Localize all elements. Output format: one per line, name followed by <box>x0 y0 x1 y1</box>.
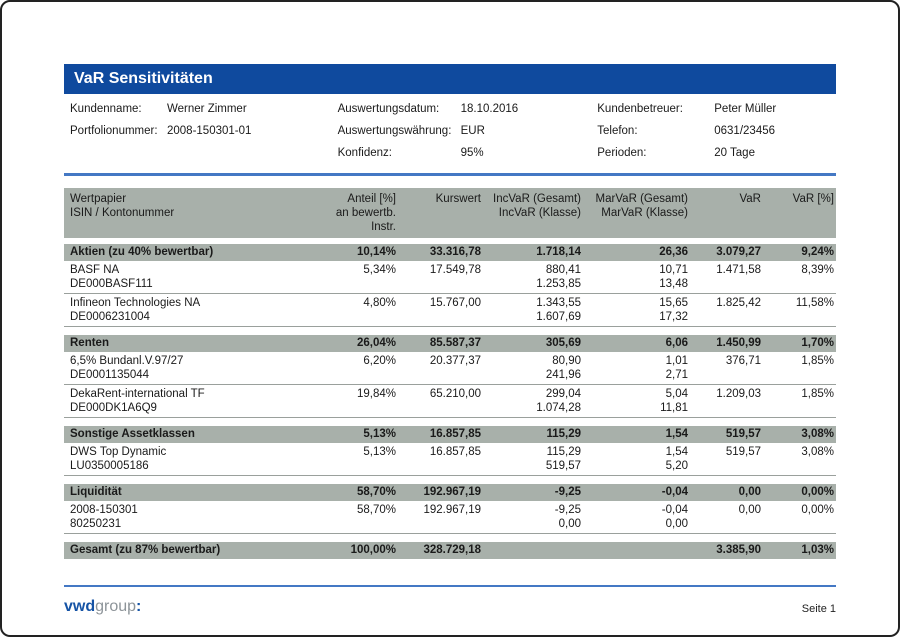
share-cell: 19,84% <box>356 388 396 400</box>
section-header-row <box>64 335 836 352</box>
incvar-cell: 880,41 1.253,85 <box>536 264 581 290</box>
column-header-incvar: IncVaR (Gesamt) IncVaR (Klasse) <box>493 193 581 219</box>
page-title: VaR Sensitivitäten <box>74 70 213 87</box>
var-pct-cell: 1,85% <box>801 388 834 400</box>
info-value: 20 Tage <box>714 147 755 159</box>
incvar-cell: 115,29 519,57 <box>545 446 581 472</box>
info-value: EUR <box>460 125 485 137</box>
section-share: 10,14% <box>356 246 396 258</box>
info-value: 2008-150301-01 <box>167 125 252 137</box>
marvar-cell: 5,04 11,81 <box>660 388 688 414</box>
info-label: Konfidenz: <box>337 147 392 159</box>
section-var: 519,57 <box>725 428 761 440</box>
security-name: Infineon Technologies NA <box>70 297 201 309</box>
var-cell: 519,57 <box>725 446 761 458</box>
var-pct-cell: 3,08% <box>801 446 834 458</box>
section-header-row <box>64 484 836 501</box>
share-cell: 5,34% <box>363 264 396 276</box>
column-header-security: Wertpapier ISIN / Kontonummer <box>70 193 175 219</box>
var-pct-cell: 8,39% <box>801 264 834 276</box>
var-cell: 376,71 <box>725 355 761 367</box>
info-row <box>338 147 598 160</box>
market-value-cell: 17.549,78 <box>429 264 481 276</box>
share-cell: 5,13% <box>363 446 396 458</box>
info-label: Kundenname: <box>70 103 142 115</box>
info-label: Kundenbetreuer: <box>597 103 683 115</box>
marvar-cell: 1,54 5,20 <box>665 446 688 472</box>
section-share: 100,00% <box>350 544 396 556</box>
section-header-row <box>64 426 836 443</box>
share-cell: 6,20% <box>363 355 396 367</box>
page-number: Seite 1 <box>801 603 836 615</box>
security-cell <box>64 261 312 293</box>
security-name: DekaRent-international TF <box>70 388 205 400</box>
section-var: 3.079,27 <box>716 246 761 258</box>
info-label: Perioden: <box>597 147 647 159</box>
header-divider-line <box>64 173 836 176</box>
section-gesamt <box>64 542 836 559</box>
section-var-pct: 3,08% <box>801 428 834 440</box>
section-market-value: 328.729,18 <box>423 544 481 556</box>
info-row <box>338 125 598 138</box>
security-cell <box>64 352 312 384</box>
section-var-pct: 1,70% <box>801 337 834 349</box>
market-value-cell: 20.377,37 <box>429 355 481 367</box>
table-row <box>64 294 836 327</box>
security-id: DE000DK1A6Q9 <box>70 402 157 414</box>
security-cell <box>64 501 312 533</box>
info-row <box>597 125 836 138</box>
section-var: 0,00 <box>738 486 761 498</box>
info-label: Telefon: <box>597 125 638 137</box>
column-header-var: VaR <box>739 193 761 205</box>
info-value: Peter Müller <box>714 103 777 115</box>
column-header-market-value: Kurswert <box>435 193 481 205</box>
section-incvar: 305,69 <box>545 337 581 349</box>
section-name: Gesamt (zu 87% bewertbar) <box>70 544 221 556</box>
marvar-cell: 15,65 17,32 <box>659 297 688 323</box>
table-row <box>64 261 836 294</box>
section-share: 5,13% <box>363 428 396 440</box>
section-market-value: 16.857,85 <box>429 428 481 440</box>
share-cell: 58,70% <box>356 504 396 516</box>
column-header-share: Anteil [%] an bewertb. Instr. <box>335 193 396 233</box>
section-incvar <box>487 542 587 559</box>
section-incvar: 1.718,14 <box>536 246 581 258</box>
table-row <box>64 501 836 534</box>
info-column-customer <box>64 103 338 169</box>
market-value-cell: 65.210,00 <box>429 388 481 400</box>
info-block <box>64 103 836 169</box>
footer-divider-line <box>64 585 836 587</box>
section-marvar: 1,54 <box>665 428 688 440</box>
security-name: 6,5% Bundanl.V.97/27 <box>70 355 184 367</box>
var-cell: 1.471,58 <box>716 264 761 276</box>
market-value-cell: 192.967,19 <box>423 504 481 516</box>
security-id: 80250231 <box>70 518 122 530</box>
section-aktien <box>64 244 836 327</box>
security-name: DWS Top Dynamic <box>70 446 167 458</box>
var-cell: 0,00 <box>738 504 761 516</box>
incvar-cell: -9,25 0,00 <box>554 504 581 530</box>
section-var: 3.385,90 <box>716 544 761 556</box>
var-pct-cell: 0,00% <box>801 504 834 516</box>
table-row <box>64 443 836 476</box>
info-row <box>70 125 338 138</box>
info-label: Auswertungsdatum: <box>337 103 440 115</box>
section-marvar <box>587 542 694 559</box>
share-cell: 4,80% <box>363 297 396 309</box>
incvar-cell: 80,90 241,96 <box>545 355 581 381</box>
section-marvar: -0,04 <box>661 486 688 498</box>
incvar-cell: 299,04 1.074,28 <box>536 388 581 414</box>
report-content <box>64 64 836 567</box>
title-bar <box>64 64 836 94</box>
security-name: BASF NA <box>70 264 120 276</box>
vwd-group-logo: vwdgroup: <box>64 598 142 615</box>
section-renten <box>64 335 836 418</box>
security-name: 2008-150301 <box>70 504 138 516</box>
market-value-cell: 16.857,85 <box>429 446 481 458</box>
marvar-cell: 1,01 2,71 <box>665 355 688 381</box>
column-header-var-pct: VaR [%] <box>792 193 834 205</box>
security-id: DE0006231004 <box>70 311 150 323</box>
table-header <box>64 188 836 238</box>
security-id: DE0001135044 <box>70 369 150 381</box>
section-incvar: -9,25 <box>554 486 581 498</box>
info-value: 0631/23456 <box>714 125 776 137</box>
info-row <box>597 103 836 116</box>
var-cell: 1.825,42 <box>716 297 761 309</box>
section-name: Aktien (zu 40% bewertbar) <box>70 246 214 258</box>
incvar-cell: 1.343,55 1.607,69 <box>536 297 581 323</box>
security-cell <box>64 443 312 475</box>
market-value-cell: 15.767,00 <box>429 297 481 309</box>
section-var: 1.450,99 <box>716 337 761 349</box>
section-market-value: 192.967,19 <box>423 486 481 498</box>
section-marvar: 26,36 <box>659 246 688 258</box>
section-share: 26,04% <box>356 337 396 349</box>
info-column-advisor <box>597 103 836 169</box>
section-market-value: 33.316,78 <box>429 246 481 258</box>
var-pct-cell: 1,85% <box>801 355 834 367</box>
page-footer <box>64 585 836 615</box>
info-value: 95% <box>460 147 484 159</box>
info-value: 18.10.2016 <box>460 103 519 115</box>
info-label: Portfolionummer: <box>70 125 158 137</box>
info-row <box>338 103 598 116</box>
marvar-cell: 10,71 13,48 <box>659 264 688 290</box>
section-name: Sonstige Assetklassen <box>70 428 195 440</box>
info-column-evaluation <box>338 103 598 169</box>
table-row <box>64 352 836 385</box>
section-liquiditaet <box>64 484 836 534</box>
section-header-row <box>64 244 836 261</box>
security-id: LU0350005186 <box>70 460 149 472</box>
section-market-value: 85.587,37 <box>429 337 481 349</box>
column-header-marvar: MarVaR (Gesamt) MarVaR (Klasse) <box>595 193 688 219</box>
section-marvar: 6,06 <box>665 337 688 349</box>
table-row <box>64 385 836 418</box>
section-name: Liquidität <box>70 486 122 498</box>
var-table <box>64 188 836 559</box>
section-sonstige <box>64 426 836 476</box>
section-share: 58,70% <box>356 486 396 498</box>
section-name: Renten <box>70 337 109 349</box>
section-var-pct: 0,00% <box>801 486 834 498</box>
security-id: DE000BASF111 <box>70 278 153 290</box>
info-row <box>597 147 836 160</box>
marvar-cell: -0,04 0,00 <box>661 504 688 530</box>
var-cell: 1.209,03 <box>716 388 761 400</box>
security-cell <box>64 385 312 417</box>
info-row <box>70 103 338 116</box>
var-pct-cell: 11,58% <box>795 297 834 309</box>
section-var-pct: 1,03% <box>801 544 834 556</box>
info-value: Werner Zimmer <box>167 103 247 115</box>
info-label: Auswertungswährung: <box>337 125 452 137</box>
section-incvar: 115,29 <box>546 428 581 440</box>
section-header-row <box>64 542 836 559</box>
section-var-pct: 9,24% <box>801 246 834 258</box>
security-cell <box>64 294 312 326</box>
